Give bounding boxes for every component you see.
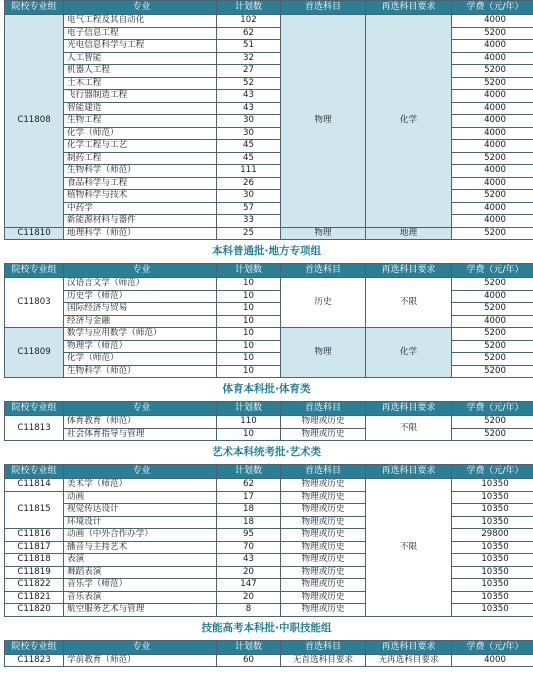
tuition-fee: 5200 (452, 353, 533, 366)
header-first-subject: 首选科目 (281, 1, 366, 15)
first-subject: 物理或历史 (281, 579, 366, 592)
section5-body (5, 654, 533, 667)
tuition-fee: 5200 (452, 190, 533, 203)
table-header-row (5, 264, 533, 278)
header-college-group: 院校专业组 (5, 1, 64, 15)
plan-count: 62 (217, 479, 281, 492)
college-group-code: C11808 (5, 15, 64, 228)
header-major: 专业 (64, 1, 217, 15)
college-group-code: C11809 (5, 328, 64, 378)
college-group-code: C11815 (5, 491, 64, 529)
table-section4 (4, 464, 533, 617)
major-name: 制药工程 (64, 152, 217, 165)
plan-count: 43 (217, 554, 281, 567)
section3-body (5, 416, 533, 441)
plan-count: 95 (217, 529, 281, 542)
plan-count: 10 (217, 353, 281, 366)
table-row (5, 491, 533, 504)
college-group-code: C11816 (5, 529, 64, 542)
table-row (5, 102, 533, 115)
section2-body (5, 278, 533, 378)
tuition-fee: 5200 (452, 227, 533, 240)
college-group-code: C11813 (5, 416, 64, 441)
table-row (5, 140, 533, 153)
second-subject: 地理 (366, 227, 452, 240)
table-row (5, 604, 533, 617)
first-subject: 无首选科目要求 (281, 654, 366, 667)
tuition-fee: 10350 (452, 491, 533, 504)
plan-count: 45 (217, 140, 281, 153)
header-second-subject: 再选科目要求 (366, 640, 452, 654)
major-name: 电气工程及其自动化 (64, 15, 217, 28)
header-fee: 学费（元/年） (452, 402, 533, 416)
section4-title: 艺术本科统考批·艺术类 (212, 446, 321, 458)
major-name: 动画 (64, 491, 217, 504)
major-name: 视觉传达设计 (64, 504, 217, 517)
header-fee: 学费（元/年） (452, 264, 533, 278)
section1-body (5, 15, 533, 240)
tuition-fee: 10350 (452, 604, 533, 617)
header-major: 专业 (64, 402, 217, 416)
plan-count: 30 (217, 190, 281, 203)
plan-count: 18 (217, 516, 281, 529)
table-row (5, 115, 533, 128)
tuition-fee: 5200 (452, 152, 533, 165)
plan-count: 70 (217, 541, 281, 554)
tuition-fee: 5200 (452, 303, 533, 316)
table-row (5, 365, 533, 378)
table-header-row (5, 640, 533, 654)
tuition-fee: 4000 (452, 52, 533, 65)
first-subject: 物理或历史 (281, 554, 366, 567)
major-name: 环境设计 (64, 516, 217, 529)
tuition-fee: 10350 (452, 516, 533, 529)
major-name: 化学工程与工艺 (64, 140, 217, 153)
first-subject: 物理或历史 (281, 566, 366, 579)
table-row (5, 90, 533, 103)
major-name: 美术学（师范） (64, 479, 217, 492)
plan-count: 111 (217, 165, 281, 178)
tuition-fee: 4000 (452, 140, 533, 153)
plan-count: 10 (217, 315, 281, 328)
tuition-fee: 4000 (452, 202, 533, 215)
plan-count: 32 (217, 52, 281, 65)
major-name: 生物科学（师范） (64, 365, 217, 378)
table-section5 (4, 640, 533, 668)
college-group-code: C11803 (5, 278, 64, 328)
header-plan: 计划数 (217, 264, 281, 278)
plan-count: 10 (217, 290, 281, 303)
plan-count: 43 (217, 90, 281, 103)
plan-count: 10 (217, 278, 281, 291)
table-row (5, 416, 533, 429)
second-subject: 无再选科目要求 (366, 654, 452, 667)
tuition-fee: 4000 (452, 102, 533, 115)
table-row (5, 227, 533, 240)
major-name: 植物科学与技术 (64, 190, 217, 203)
tuition-fee: 5200 (452, 65, 533, 78)
plan-count: 110 (217, 416, 281, 429)
table-row (5, 579, 533, 592)
tuition-fee: 5200 (452, 27, 533, 40)
header-plan: 计划数 (217, 465, 281, 479)
header-college-group: 院校专业组 (5, 402, 64, 416)
plan-count: 8 (217, 604, 281, 617)
tuition-fee: 4000 (452, 290, 533, 303)
header-first-subject: 首选科目 (281, 264, 366, 278)
college-group-code: C11814 (5, 479, 64, 492)
major-name: 国际经济与贸易 (64, 303, 217, 316)
major-name: 动画（中外合作办学） (64, 529, 217, 542)
plan-count: 27 (217, 65, 281, 78)
table-row (5, 27, 533, 40)
table-section1 (4, 0, 533, 240)
major-name: 音乐学（师范） (64, 579, 217, 592)
second-subject: 不限 (366, 416, 452, 441)
first-subject: 物理或历史 (281, 591, 366, 604)
table-row (5, 328, 533, 341)
tuition-fee: 4000 (452, 115, 533, 128)
major-name: 音乐表演 (64, 591, 217, 604)
header-fee: 学费（元/年） (452, 640, 533, 654)
major-name: 电子信息工程 (64, 27, 217, 40)
table-row (5, 177, 533, 190)
plan-count: 60 (217, 654, 281, 667)
tuition-fee: 10350 (452, 504, 533, 517)
tuition-fee: 5200 (452, 416, 533, 429)
first-subject: 物理或历史 (281, 416, 366, 429)
tuition-fee: 5200 (452, 77, 533, 90)
major-name: 舞蹈表演 (64, 566, 217, 579)
table-row (5, 152, 533, 165)
first-subject: 物理或历史 (281, 491, 366, 504)
table-row (5, 165, 533, 178)
plan-count: 17 (217, 491, 281, 504)
plan-count: 57 (217, 202, 281, 215)
major-name: 新能源材料与器件 (64, 215, 217, 228)
plan-count: 20 (217, 566, 281, 579)
table-row (5, 202, 533, 215)
table-section3 (4, 401, 533, 441)
tuition-fee: 10350 (452, 541, 533, 554)
table-row (5, 290, 533, 303)
major-name: 社会体育指导与管理 (64, 428, 217, 441)
header-fee: 学费（元/年） (452, 465, 533, 479)
table-row (5, 127, 533, 140)
tuition-fee: 4000 (452, 127, 533, 140)
tuition-fee: 5200 (452, 428, 533, 441)
tuition-fee: 4000 (452, 654, 533, 667)
table-row (5, 278, 533, 291)
tuition-fee: 4000 (452, 40, 533, 53)
tuition-fee: 4000 (452, 215, 533, 228)
plan-count: 18 (217, 504, 281, 517)
major-name: 中药学 (64, 202, 217, 215)
major-name: 历史学（师范） (64, 290, 217, 303)
header-major: 专业 (64, 465, 217, 479)
plan-count: 33 (217, 215, 281, 228)
section5-title: 技能高考本科批·中职技能组 (201, 621, 332, 634)
header-college-group: 院校专业组 (5, 264, 64, 278)
header-second-subject: 再选科目要求 (366, 465, 452, 479)
tuition-fee: 10350 (452, 554, 533, 567)
plan-count: 147 (217, 579, 281, 592)
major-name: 航空服务艺术与管理 (64, 604, 217, 617)
major-name: 化学（师范） (64, 127, 217, 140)
first-subject: 物理或历史 (281, 504, 366, 517)
college-group-code: C11810 (5, 227, 64, 240)
plan-count: 10 (217, 340, 281, 353)
first-subject: 物理 (281, 15, 366, 228)
header-second-subject: 再选科目要求 (366, 264, 452, 278)
tuition-fee: 5200 (452, 278, 533, 291)
table-row (5, 654, 533, 667)
college-group-code: C11822 (5, 579, 64, 592)
table-row (5, 40, 533, 53)
tuition-fee: 4000 (452, 177, 533, 190)
table-row (5, 516, 533, 529)
plan-count: 10 (217, 328, 281, 341)
header-first-subject: 首选科目 (281, 402, 366, 416)
plan-count: 45 (217, 152, 281, 165)
major-name: 地理科学（师范） (64, 227, 217, 240)
tuition-fee: 10350 (452, 579, 533, 592)
major-name: 物理学（师范） (64, 340, 217, 353)
second-subject: 不限 (366, 278, 452, 328)
header-college-group: 院校专业组 (5, 640, 64, 654)
header-fee: 学费（元/年） (452, 1, 533, 15)
first-subject: 历史 (281, 278, 366, 328)
table-row (5, 554, 533, 567)
tuition-fee: 4000 (452, 90, 533, 103)
table-row (5, 77, 533, 90)
tuition-fee: 10350 (452, 591, 533, 604)
college-group-code: C11817 (5, 541, 64, 554)
table-row (5, 65, 533, 78)
header-second-subject: 再选科目要求 (366, 1, 452, 15)
first-subject: 物理或历史 (281, 604, 366, 617)
major-name: 人工智能 (64, 52, 217, 65)
table-row (5, 428, 533, 441)
plan-count: 102 (217, 15, 281, 28)
section4-body (5, 479, 533, 617)
major-name: 飞行器制造工程 (64, 90, 217, 103)
first-subject: 物理 (281, 328, 366, 378)
header-first-subject: 首选科目 (281, 465, 366, 479)
section3-title: 体育本科批·体育类 (222, 383, 311, 395)
major-name: 播音与主持艺术 (64, 541, 217, 554)
tuition-fee: 10350 (452, 479, 533, 492)
major-name: 表演 (64, 554, 217, 567)
major-name: 汉语言文学（师范） (64, 278, 217, 291)
plan-count: 20 (217, 591, 281, 604)
header-plan: 计划数 (217, 640, 281, 654)
plan-count: 25 (217, 227, 281, 240)
major-name: 机器人工程 (64, 65, 217, 78)
major-name: 学前教育（师范） (64, 654, 217, 667)
second-subject: 化学 (366, 15, 452, 228)
plan-count: 10 (217, 428, 281, 441)
tuition-fee: 4000 (452, 315, 533, 328)
plan-count: 43 (217, 102, 281, 115)
table-row (5, 566, 533, 579)
header-major: 专业 (64, 640, 217, 654)
tuition-fee: 5200 (452, 365, 533, 378)
plan-count: 26 (217, 177, 281, 190)
header-plan: 计划数 (217, 1, 281, 15)
major-name: 食品科学与工程 (64, 177, 217, 190)
college-group-code: C11820 (5, 604, 64, 617)
plan-count: 10 (217, 365, 281, 378)
tuition-fee: 4000 (452, 15, 533, 28)
table-row (5, 353, 533, 366)
first-subject: 物理或历史 (281, 516, 366, 529)
header-first-subject: 首选科目 (281, 640, 366, 654)
header-second-subject: 再选科目要求 (366, 402, 452, 416)
table-row (5, 315, 533, 328)
table-row (5, 479, 533, 492)
tuition-fee: 4000 (452, 165, 533, 178)
plan-count: 62 (217, 27, 281, 40)
table-row (5, 591, 533, 604)
first-subject: 物理或历史 (281, 428, 366, 441)
table-row (5, 340, 533, 353)
major-name: 数学与应用数学（师范） (64, 328, 217, 341)
table-row (5, 504, 533, 517)
major-name: 化学（师范） (64, 353, 217, 366)
table-row (5, 15, 533, 28)
major-name: 生物科学（师范） (64, 165, 217, 178)
first-subject: 物理或历史 (281, 541, 366, 554)
tuition-fee: 10350 (452, 566, 533, 579)
second-subject: 化学 (366, 328, 452, 378)
tuition-fee: 5200 (452, 340, 533, 353)
plan-count: 51 (217, 40, 281, 53)
major-name: 生物工程 (64, 115, 217, 128)
section2-title: 本科普通批·地方专项组 (212, 245, 321, 257)
tuition-fee: 29800 (452, 529, 533, 542)
header-college-group: 院校专业组 (5, 465, 64, 479)
table-row (5, 215, 533, 228)
major-name: 土木工程 (64, 77, 217, 90)
table-header-row (5, 1, 533, 15)
major-name: 体育教育（师范） (64, 416, 217, 429)
major-name: 智能建造 (64, 102, 217, 115)
first-subject: 物理或历史 (281, 529, 366, 542)
second-subject: 不限 (366, 479, 452, 617)
first-subject: 物理 (281, 227, 366, 240)
first-subject: 物理或历史 (281, 479, 366, 492)
college-group-code: C11821 (5, 591, 64, 604)
table-row (5, 303, 533, 316)
plan-count: 52 (217, 77, 281, 90)
tuition-fee: 5200 (452, 328, 533, 341)
header-major: 专业 (64, 264, 217, 278)
table-section2 (4, 263, 533, 378)
table-header-row (5, 465, 533, 479)
plan-count: 10 (217, 303, 281, 316)
table-row (5, 541, 533, 554)
table-header-row (5, 402, 533, 416)
major-name: 经济与金融 (64, 315, 217, 328)
plan-count: 30 (217, 127, 281, 140)
table-row (5, 190, 533, 203)
table-row (5, 52, 533, 65)
plan-count: 30 (217, 115, 281, 128)
college-group-code: C11823 (5, 654, 64, 667)
college-group-code: C11819 (5, 566, 64, 579)
table-row (5, 529, 533, 542)
major-name: 光电信息科学与工程 (64, 40, 217, 53)
header-plan: 计划数 (217, 402, 281, 416)
college-group-code: C11818 (5, 554, 64, 567)
